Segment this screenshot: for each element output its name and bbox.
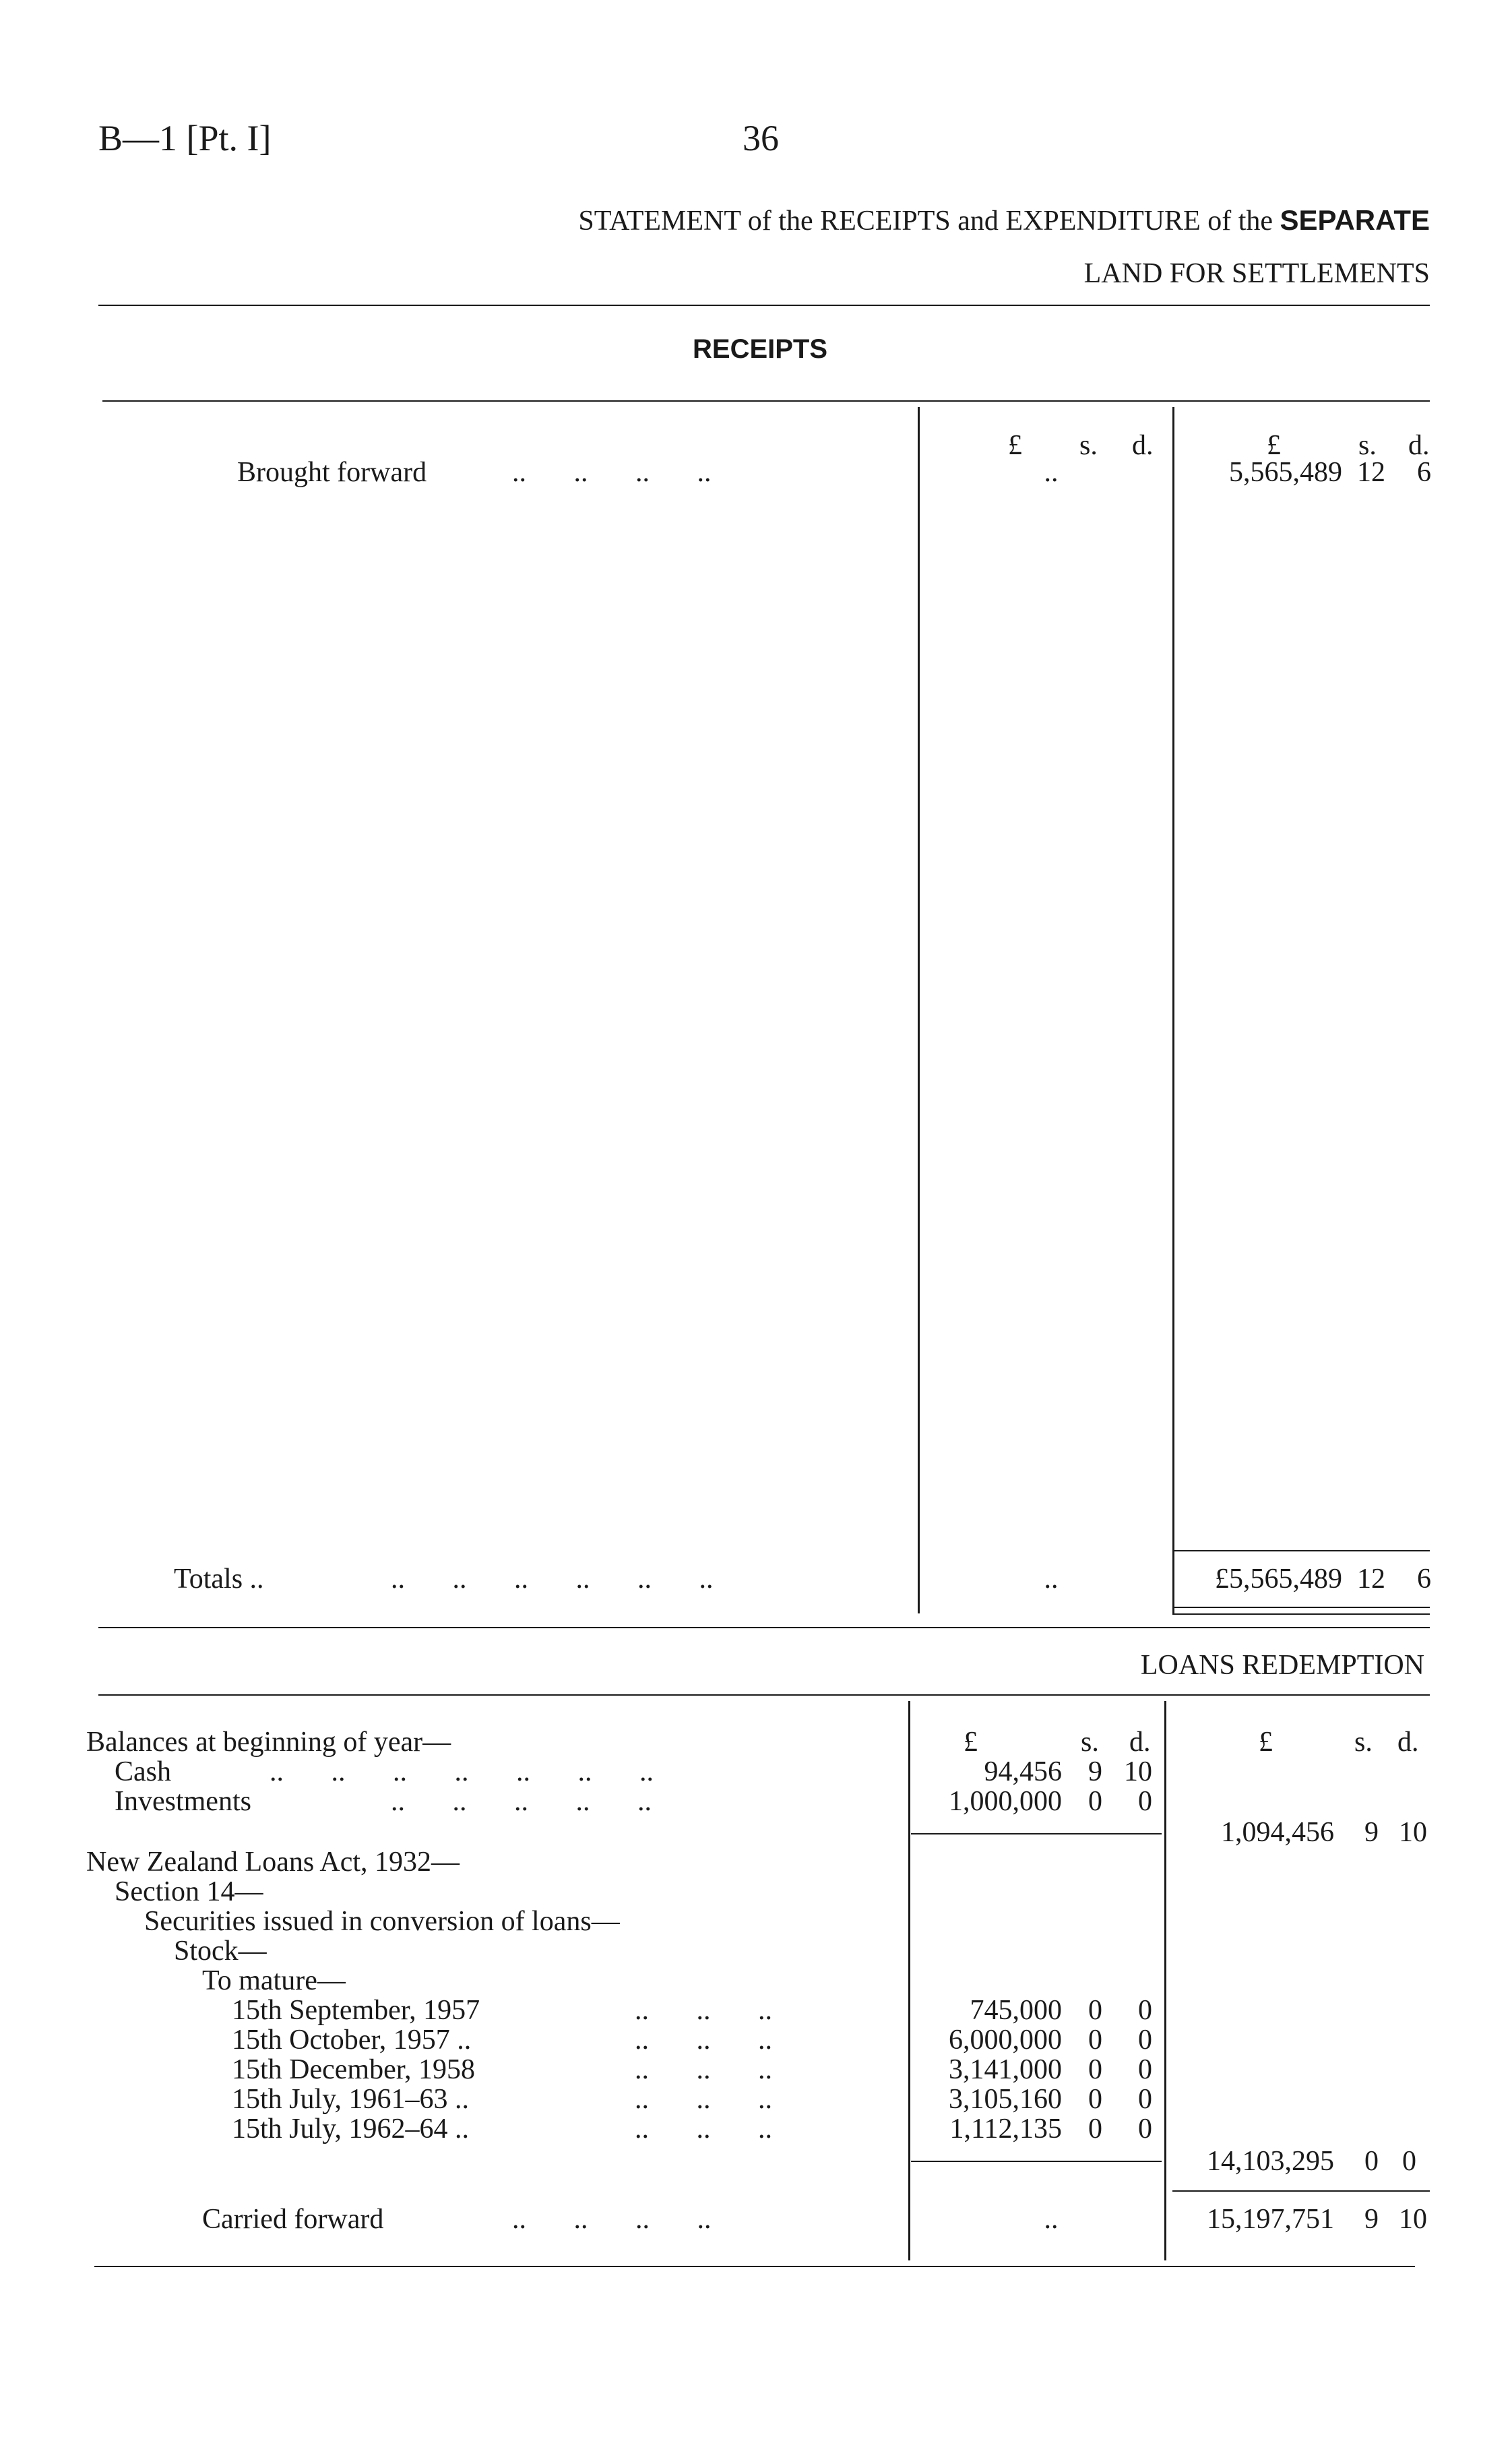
maturities-total-rule [1172,2190,1430,2192]
receipts-col-rule-1 [918,407,920,1613]
maturity-d: 0 [1138,2114,1152,2145]
balances-subtotal-rule [911,1833,1162,1834]
maturity-label: 15th September, 1957 [232,1995,480,2026]
carried-forward-pounds: 15,197,751 [1207,2204,1334,2235]
document-reference: B—1 [Pt. I] [98,118,272,158]
maturity-s: 0 [1088,2025,1102,2056]
rule-section-divider [98,1627,1430,1628]
statement-title-bold: SEPARATE [1280,204,1430,236]
brought-forward-pounds: 5,565,489 [1229,457,1342,488]
maturity-label: 15th October, 1957 .. [232,2025,472,2056]
loans-col-rule-1 [908,1701,910,2260]
maturity-s: 0 [1088,2114,1102,2145]
balances-total-s: 9 [1364,1817,1379,1848]
maturity-pounds: 3,105,160 [949,2084,1062,2115]
maturity-s: 0 [1088,2084,1102,2115]
receipts-sub-pound-header: £ [1008,430,1022,461]
carried-forward-s: 9 [1364,2204,1379,2235]
totals-leaders: .. .. .. .. .. .. [391,1564,714,1595]
maturity-leaders: .. .. .. [635,2084,772,2115]
maturities-total-s: 0 [1364,2146,1379,2177]
maturity-s: 0 [1088,1995,1102,2026]
investments-leaders: .. .. .. .. .. [391,1786,652,1817]
receipts-sub-s-header: s. [1079,430,1098,461]
statement-title-text: STATEMENT of the RECEIPTS and EXPENDITURE of the [578,206,1273,237]
carried-forward-label: Carried forward [202,2204,384,2235]
brought-forward-sub-amount: .. [1044,457,1059,488]
rule-bottom [94,2266,1415,2267]
investments-s: 0 [1088,1786,1102,1817]
maturity-d: 0 [1138,2084,1152,2115]
totals-d: 6 [1417,1564,1431,1595]
maturity-d: 0 [1138,1995,1152,2026]
loans-total-d-header: d. [1397,1727,1419,1758]
brought-forward-d: 6 [1417,457,1431,488]
loans-col-rule-2 [1164,1701,1166,2260]
brought-forward-leaders: .. .. .. .. [512,457,712,488]
carried-forward-d: 10 [1399,2204,1427,2235]
balances-heading: Balances at beginning of year— [86,1727,451,1758]
maturity-label: 15th July, 1961–63 .. [232,2084,469,2115]
totals-sub-amount: .. [1044,1564,1059,1595]
maturity-leaders: .. .. .. [635,1995,772,2026]
maturity-pounds: 6,000,000 [949,2025,1062,2056]
maturities-subtotal-rule [911,2161,1162,2162]
page-number: 36 [743,118,779,158]
rule-receipts-head [102,400,1430,402]
loans-sub-d-header: d. [1129,1727,1151,1758]
balances-total-pounds: 1,094,456 [1221,1817,1334,1848]
receipts-col-rule-2 [1172,407,1174,1613]
carried-forward-leaders: .. .. .. .. [512,2204,712,2235]
receipts-totals-double-rule-1 [1172,1607,1430,1608]
receipts-totals-rule-top [1172,1550,1430,1551]
investments-d: 0 [1138,1786,1152,1817]
cash-leaders: .. .. .. .. .. .. .. [270,1756,654,1787]
brought-forward-s: 12 [1357,457,1385,488]
receipts-total-d-header: d. [1408,430,1430,461]
maturity-pounds: 745,000 [970,1995,1062,2026]
investments-label: Investments [115,1786,251,1817]
maturities-total-d: 0 [1402,2146,1416,2177]
loans-total-s-header: s. [1354,1727,1373,1758]
cash-pounds: 94,456 [984,1756,1062,1787]
receipts-total-s-header: s. [1358,430,1377,461]
brought-forward-label: Brought forward [237,457,427,488]
maturity-pounds: 3,141,000 [949,2054,1062,2085]
balances-total-d: 10 [1399,1817,1427,1848]
loans-sub-pound-header: £ [964,1727,978,1758]
receipts-sub-d-header: d. [1132,430,1154,461]
receipts-totals-double-rule-2 [1172,1613,1430,1615]
carried-forward-sub-amount: .. [1044,2204,1059,2235]
loans-sub-s-header: s. [1081,1727,1099,1758]
totals-pounds: £5,565,489 [1215,1564,1342,1595]
rule-top [98,305,1430,306]
loans-total-pound-header: £ [1259,1727,1273,1758]
maturity-pounds: 1,112,135 [949,2114,1062,2145]
maturity-d: 0 [1138,2025,1152,2056]
act-heading: New Zealand Loans Act, 1932— [86,1847,460,1878]
investments-pounds: 1,000,000 [949,1786,1062,1817]
cash-d: 10 [1124,1756,1152,1787]
maturity-leaders: .. .. .. [635,2054,772,2085]
rule-loans-head [98,1694,1430,1696]
totals-s: 12 [1357,1564,1385,1595]
securities-heading: Securities issued in conversion of loans— [144,1906,620,1937]
maturity-s: 0 [1088,2054,1102,2085]
mature-heading: To mature— [202,1965,346,1996]
cash-label: Cash [115,1756,171,1787]
totals-label: Totals .. [174,1564,264,1595]
loans-redemption-heading: LOANS REDEMPTION [1140,1650,1424,1681]
statement-title-line1 [578,206,1430,235]
maturity-d: 0 [1138,2054,1152,2085]
statement-title-line2: LAND FOR SETTLEMENTS [1083,258,1430,289]
receipts-total-pound-header: £ [1267,430,1281,461]
maturity-leaders: .. .. .. [635,2025,772,2056]
maturities-total-pounds: 14,103,295 [1207,2146,1334,2177]
section-heading: Section 14— [115,1876,263,1907]
receipts-heading: RECEIPTS [693,334,828,364]
stock-heading: Stock— [174,1936,267,1967]
maturity-label: 15th December, 1958 [232,2054,476,2085]
cash-s: 9 [1088,1756,1102,1787]
maturity-label: 15th July, 1962–64 .. [232,2114,469,2145]
maturity-leaders: .. .. .. [635,2114,772,2145]
